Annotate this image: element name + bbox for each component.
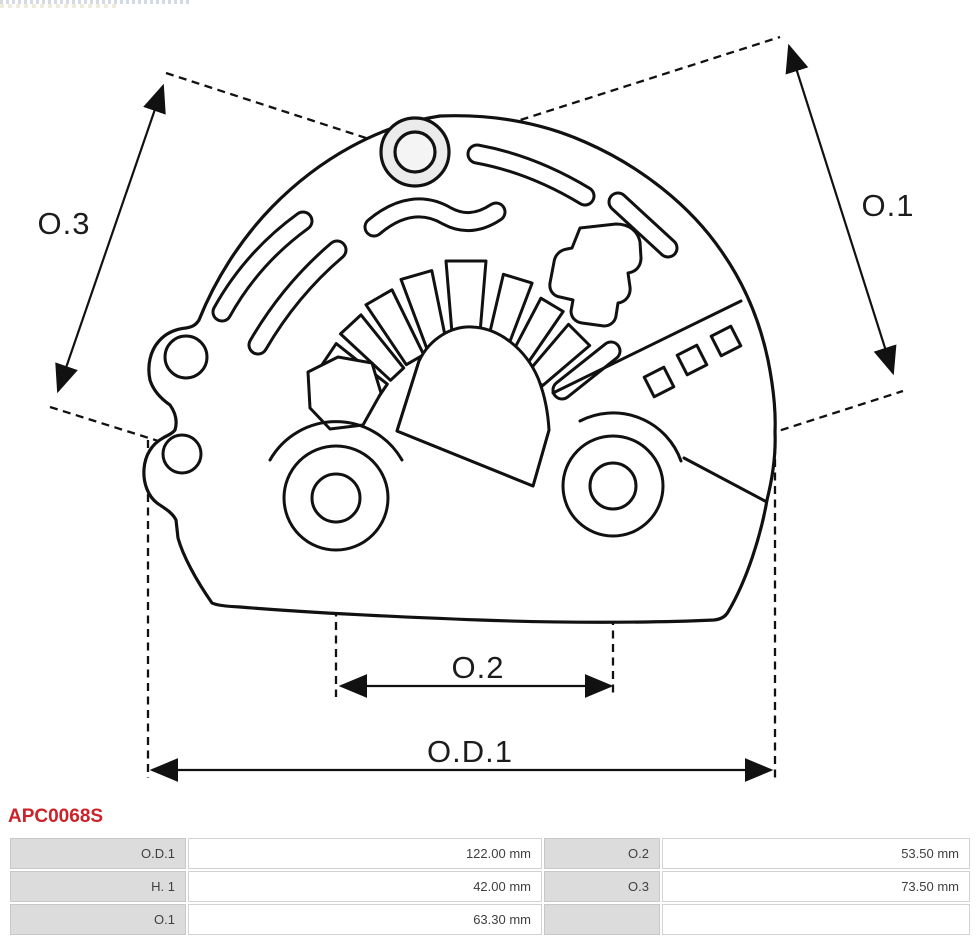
ear-hole-upper: [165, 336, 207, 378]
mount-hole-right-inner: [590, 463, 636, 509]
dim-label-od1: O.D.1: [427, 734, 513, 769]
spec-row: [10, 904, 970, 935]
dim-label-o3: O.3: [37, 206, 91, 241]
spec-value-cell: 53.50 mm: [662, 838, 970, 869]
spec-value-cell: 63.30 mm: [188, 904, 542, 935]
top-mounting-hole: [381, 118, 449, 186]
spec-value-cell: 73.50 mm: [662, 871, 970, 902]
spec-value-cell: 42.00 mm: [188, 871, 542, 902]
spec-label-cell: O.3: [544, 871, 660, 902]
spec-label-cell: O.1: [10, 904, 186, 935]
spec-value-cell: [662, 904, 970, 935]
mount-hole-left-inner: [312, 474, 360, 522]
dim-label-o1: O.1: [861, 188, 915, 223]
spec-label-cell: H. 1: [10, 871, 186, 902]
dim-label-o2: O.2: [451, 650, 505, 685]
spec-row: [10, 871, 970, 902]
ear-hole-lower: [163, 435, 201, 473]
spec-label-cell: [544, 904, 660, 935]
spec-label-cell: O.2: [544, 838, 660, 869]
spec-label-cell: O.D.1: [10, 838, 186, 869]
spec-table: [8, 836, 972, 937]
part-number: APC0068S: [8, 806, 104, 827]
spec-value-cell: 122.00 mm: [188, 838, 542, 869]
page-edge-artifact-2: [0, 4, 120, 8]
spec-row: [10, 838, 970, 869]
